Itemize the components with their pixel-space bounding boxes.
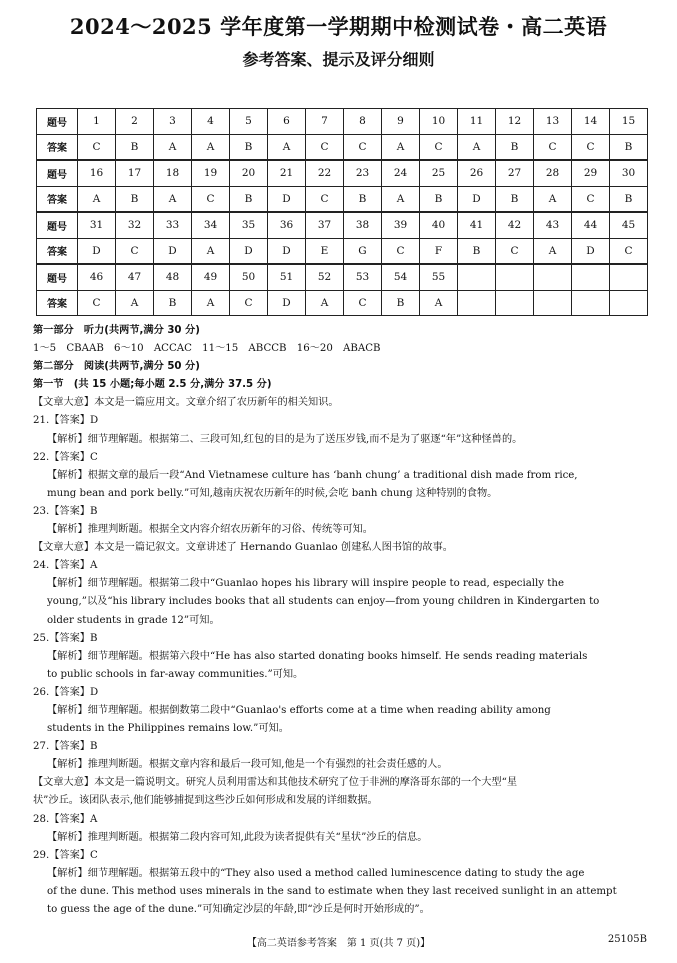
- question-number-cell: 20: [230, 160, 268, 186]
- part2-heading: 第二部分 阅读(共两节,满分 50 分): [33, 361, 200, 373]
- question-number-cell: [572, 264, 610, 290]
- question-number-cell: 51: [268, 264, 306, 290]
- text-line: 【解析】细节理解题。根据第二段中“Guanlao hopes his library will inspire people to read, especially the: [47, 578, 564, 590]
- text-line: 25.【答案】B: [33, 632, 98, 644]
- question-number-cell: 19: [192, 160, 230, 186]
- text-line: mung bean and pork belly.”可知,越南庆祝农历新年的时候,会吃 banh chung 这种特别的食物。: [47, 487, 498, 499]
- answer-cell: A: [78, 186, 116, 212]
- answer-cell: B: [458, 238, 496, 264]
- answer-cell: [534, 290, 572, 316]
- answer-explanations: [33, 322, 651, 919]
- text-line: to guess the age of the dune.”可知确定沙层的年龄,即“沙丘是何时开始形成的”。: [47, 904, 430, 915]
- question-number-cell: 12: [496, 109, 534, 135]
- question-number-cell: 31: [78, 212, 116, 238]
- question-number-cell: [496, 264, 534, 290]
- question-number-cell: 43: [534, 212, 572, 238]
- question-number-cell: 34: [192, 212, 230, 238]
- answer-cell: C: [306, 134, 344, 160]
- answer-cell: G: [344, 238, 382, 264]
- question-number-cell: 24: [382, 160, 420, 186]
- question-number-cell: 15: [610, 109, 648, 135]
- answer-cell: D: [458, 186, 496, 212]
- answer-cell: C: [344, 290, 382, 316]
- part1-answers: 1～5 CBAAB 6～10 ACCAC 11～15 ABCCB 16～20 ABACB: [33, 343, 381, 355]
- answer-cell: D: [268, 186, 306, 212]
- part1-heading: 第一部分 听力(共两节,满分 30 分): [33, 325, 200, 336]
- answer-cell: A: [420, 290, 458, 316]
- answer-row: [37, 186, 648, 212]
- question-number-cell: 54: [382, 264, 420, 290]
- text-line: older students in grade 12”可知。: [47, 614, 220, 626]
- text-line: 23.【答案】B: [33, 505, 98, 517]
- row-label-ans: 答案: [37, 134, 78, 160]
- text-line: 【解析】细节理解题。根据第二、三段可知,红包的目的是为了送压岁钱,而不是为了驱逐“年”这种怪兽的。: [47, 433, 523, 445]
- answer-cell: A: [192, 134, 230, 160]
- text-line: to public schools in far-away communities.”可知。: [47, 668, 304, 680]
- answer-cell: C: [420, 134, 458, 160]
- question-number-cell: 47: [116, 264, 154, 290]
- text-line: young,”以及“his library includes books that all students can enjoy—from young children in Kindergarten to: [47, 596, 600, 608]
- text-line: 【解析】细节理解题。根据第六段中“He has also started donating books himself. He sends reading materials: [47, 650, 588, 662]
- text-line: 【解析】根据文章的最后一段“And Vietnamese culture has ‘banh chung’ a traditional dish made from rice,: [47, 469, 578, 481]
- answer-cell: D: [230, 238, 268, 264]
- answer-table: [36, 108, 648, 316]
- answer-cell: B: [230, 186, 268, 212]
- answer-cell: A: [534, 238, 572, 264]
- question-number-cell: 2: [116, 109, 154, 135]
- question-number-cell: 11: [458, 109, 496, 135]
- row-label-ans: 答案: [37, 186, 78, 212]
- answer-cell: D: [572, 238, 610, 264]
- text-line: 【解析】推理判断题。根据第二段内容可知,此段为读者提供有关“星状”沙丘的信息。: [47, 831, 428, 843]
- text-line: 28.【答案】A: [33, 813, 98, 825]
- question-number-cell: 44: [572, 212, 610, 238]
- text-line: 29.【答案】C: [33, 849, 98, 861]
- question-number-row: [37, 160, 648, 186]
- question-number-cell: 39: [382, 212, 420, 238]
- text-line: of the dune. This method uses minerals in the sand to estimate when they last received sunlight in an attempt: [47, 885, 617, 897]
- answer-cell: C: [116, 238, 154, 264]
- row-label-num: 题号: [37, 160, 78, 186]
- question-number-cell: 18: [154, 160, 192, 186]
- question-number-cell: 23: [344, 160, 382, 186]
- answer-row: [37, 134, 648, 160]
- question-number-cell: 33: [154, 212, 192, 238]
- answer-cell: C: [78, 134, 116, 160]
- answer-cell: A: [192, 238, 230, 264]
- text-line: 【文章大意】本文是一篇应用文。文章介绍了农历新年的相关知识。: [33, 397, 339, 409]
- text-line: 21.【答案】D: [33, 415, 99, 427]
- question-number-cell: 37: [306, 212, 344, 238]
- answer-cell: B: [116, 186, 154, 212]
- question-number-cell: 35: [230, 212, 268, 238]
- question-number-cell: 3: [154, 109, 192, 135]
- text-line: 【解析】推理判断题。根据全文内容介绍农历新年的习俗、传统等可知。: [47, 524, 373, 536]
- answer-cell: [458, 290, 496, 316]
- question-number-cell: 29: [572, 160, 610, 186]
- question-number-cell: 5: [230, 109, 268, 135]
- question-number-cell: 26: [458, 160, 496, 186]
- answer-cell: D: [154, 238, 192, 264]
- question-number-cell: 42: [496, 212, 534, 238]
- answer-cell: C: [78, 290, 116, 316]
- question-number-cell: 4: [192, 109, 230, 135]
- question-number-cell: 1: [78, 109, 116, 135]
- answer-cell: C: [496, 238, 534, 264]
- question-number-cell: 45: [610, 212, 648, 238]
- answer-cell: C: [192, 186, 230, 212]
- answer-cell: B: [496, 134, 534, 160]
- footer-code: 25105B: [607, 934, 647, 945]
- answer-cell: A: [268, 134, 306, 160]
- question-number-cell: 10: [420, 109, 458, 135]
- question-number-cell: 25: [420, 160, 458, 186]
- question-number-cell: 48: [154, 264, 192, 290]
- answer-cell: A: [306, 290, 344, 316]
- question-number-cell: 55: [420, 264, 458, 290]
- row-label-num: 题号: [37, 264, 78, 290]
- answer-cell: B: [420, 186, 458, 212]
- text-line: 【文章大意】本文是一篇说明文。研究人员利用雷达和其他技术研究了位于非洲的摩洛哥东部的一个大型“星: [33, 777, 518, 789]
- text-line: 【解析】推理判断题。根据文章内容和最后一段可知,他是一个有强烈的社会责任感的人。: [47, 759, 448, 771]
- footer-page-info: 【高二英语参考答案 第 1 页(共 7 页)】: [246, 938, 431, 949]
- answer-cell: B: [610, 186, 648, 212]
- answer-cell: A: [382, 134, 420, 160]
- answer-cell: B: [496, 186, 534, 212]
- row-label-ans: 答案: [37, 238, 78, 264]
- answer-cell: F: [420, 238, 458, 264]
- answer-cell: A: [534, 186, 572, 212]
- answer-cell: [572, 290, 610, 316]
- text-line: 【解析】细节理解题。根据倒数第二段中“Guanlao's efforts come at a time when reading ability among: [47, 704, 551, 716]
- question-number-row: [37, 264, 648, 290]
- answer-cell: [496, 290, 534, 316]
- question-number-cell: 30: [610, 160, 648, 186]
- answer-cell: A: [192, 290, 230, 316]
- row-label-num: 题号: [37, 109, 78, 135]
- text-line: students in the Philippines remains low.”可知。: [47, 723, 289, 735]
- answer-cell: C: [534, 134, 572, 160]
- text-line: 【解析】细节理解题。根据第五段中的“They also used a method called luminescence dating to study the age: [47, 867, 585, 879]
- answer-cell: A: [154, 186, 192, 212]
- answer-cell: C: [344, 134, 382, 160]
- answer-row: [37, 290, 648, 316]
- question-number-cell: 36: [268, 212, 306, 238]
- text-line: 27.【答案】B: [33, 741, 98, 753]
- question-number-cell: 14: [572, 109, 610, 135]
- document-subtitle: 参考答案、提示及评分细则: [242, 50, 435, 69]
- answer-cell: C: [610, 238, 648, 264]
- question-number-cell: 8: [344, 109, 382, 135]
- answer-row: [37, 238, 648, 264]
- question-number-cell: [534, 264, 572, 290]
- question-number-cell: 40: [420, 212, 458, 238]
- answer-cell: C: [230, 290, 268, 316]
- text-line: 状”沙丘。该团队表示,他们能够捕捉到这些沙丘如何形成和发展的详细数据。: [33, 795, 378, 807]
- text-line: 22.【答案】C: [33, 451, 98, 463]
- answer-cell: B: [344, 186, 382, 212]
- question-number-cell: [610, 264, 648, 290]
- question-number-cell: 28: [534, 160, 572, 186]
- question-number-cell: 7: [306, 109, 344, 135]
- question-number-cell: 6: [268, 109, 306, 135]
- answer-cell: E: [306, 238, 344, 264]
- answer-cell: C: [382, 238, 420, 264]
- question-number-cell: 13: [534, 109, 572, 135]
- answer-cell: C: [572, 134, 610, 160]
- answer-cell: C: [572, 186, 610, 212]
- question-number-cell: 46: [78, 264, 116, 290]
- question-number-cell: 49: [192, 264, 230, 290]
- question-number-cell: 21: [268, 160, 306, 186]
- answer-cell: A: [458, 134, 496, 160]
- answer-cell: B: [230, 134, 268, 160]
- question-number-cell: [458, 264, 496, 290]
- answer-cell: [610, 290, 648, 316]
- question-number-cell: 17: [116, 160, 154, 186]
- question-number-cell: 27: [496, 160, 534, 186]
- answer-cell: A: [154, 134, 192, 160]
- answer-cell: A: [382, 186, 420, 212]
- answer-cell: B: [154, 290, 192, 316]
- text-line: 【文章大意】本文是一篇记叙文。文章讲述了 Hernando Guanlao 创建私人图书馆的故事。: [33, 542, 453, 554]
- answer-cell: D: [268, 290, 306, 316]
- question-number-cell: 41: [458, 212, 496, 238]
- question-number-cell: 16: [78, 160, 116, 186]
- answer-cell: B: [382, 290, 420, 316]
- answer-cell: B: [610, 134, 648, 160]
- question-number-cell: 52: [306, 264, 344, 290]
- text-line: 24.【答案】A: [33, 560, 98, 572]
- question-number-row: [37, 109, 648, 135]
- question-number-cell: 32: [116, 212, 154, 238]
- row-label-num: 题号: [37, 212, 78, 238]
- answer-cell: B: [116, 134, 154, 160]
- document-title: 2024～2025 学年度第一学期期中检测试卷・高二英语: [69, 14, 608, 39]
- question-number-cell: 50: [230, 264, 268, 290]
- answer-cell: C: [306, 186, 344, 212]
- section1-heading: 第一节 (共 15 小题;每小题 2.5 分,满分 37.5 分): [33, 379, 272, 391]
- question-number-cell: 38: [344, 212, 382, 238]
- question-number-cell: 22: [306, 160, 344, 186]
- question-number-cell: 9: [382, 109, 420, 135]
- answer-cell: D: [78, 238, 116, 264]
- text-line: 26.【答案】D: [33, 686, 99, 698]
- answer-cell: A: [116, 290, 154, 316]
- question-number-cell: 53: [344, 264, 382, 290]
- question-number-row: [37, 212, 648, 238]
- answer-cell: D: [268, 238, 306, 264]
- row-label-ans: 答案: [37, 290, 78, 316]
